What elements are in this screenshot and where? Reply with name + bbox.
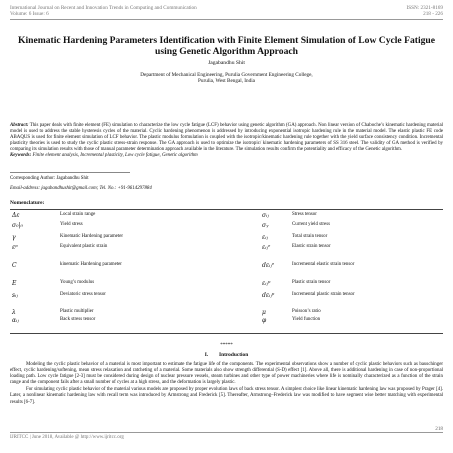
keywords-text: Finite element analysis, Incremental plasticity, Low cycle fatigue, Genetic algorithm bbox=[32, 153, 198, 159]
section-title: Introduction bbox=[218, 352, 249, 358]
nom-desc: Plastic multiplier bbox=[60, 309, 94, 314]
nom-desc: Deviatoric stress tensor bbox=[60, 292, 106, 297]
nom-desc: Equivalent plastic strain bbox=[60, 244, 108, 249]
intro-paragraph-2: For simulating cyclic plastic behavior of the material various models are proposed by proper evolution laws of back stress tensor. A simplest choice like linear kinematic hardening law was proposed by Prager [4]. Later, a nonlinear kinematic hardening law with recall term was introduced by Armstrong and Frederick [5]. Thereafter, Armstrong–Frederick law was modified to have segment wise better matching with experimental results [6-7]. bbox=[10, 387, 443, 405]
volume-issue: Volume: 6 Issue: 6 bbox=[10, 11, 49, 17]
paper-title: Kinematic Hardening Parameters Identification with Finite Element Simulation of Low Cycle Fatigue using Genetic Algorithm Approach bbox=[17, 35, 435, 57]
keywords bbox=[10, 153, 443, 159]
footer-divider bbox=[10, 432, 443, 433]
nom-desc: Yield stress bbox=[60, 222, 83, 227]
running-header-line2 bbox=[10, 11, 443, 17]
nomenclature-title: Nomenclature: bbox=[10, 200, 45, 206]
issn: ISSN: 2321-8169 bbox=[406, 5, 443, 11]
nom-symbol: αᵢⱼ bbox=[12, 317, 19, 324]
intro-paragraph-1: Modeling the cyclic plastic behavior of a material is most important to estimate the fatigue life of the components. The experimental observations show a number of cyclic plastic behaviors such as bauschinger effect, cyclic hardening/softening, mean stress relaxation and ratcheting of a material. Some materials also show strength differential (S-D) effect [1]. Above all, there is additional hardening in case of non-proportional loading path. Low cycle fatigue [2-3] must be considered during design of nuclear pressure vessels, steam turbines and other type of power machineries where life is nominally characterized as a function of the strain range and the component fails after a small number of cycles at a high stress, and the deformation is largely plastic. bbox=[10, 362, 443, 386]
nom-desc: Incremental plastic strain tensor bbox=[292, 292, 355, 297]
nom-desc: Total strain tensor bbox=[292, 234, 328, 239]
nom-symbol: dεᵢⱼᵉ bbox=[262, 262, 275, 269]
nom-symbol: εᵢⱼᵖ bbox=[262, 280, 271, 287]
section-number: I. bbox=[204, 352, 209, 358]
nom-desc: Current yield stress bbox=[292, 222, 331, 227]
nom-desc: Incremental elastic strain tensor bbox=[292, 262, 355, 267]
nom-symbol: φ bbox=[262, 317, 267, 324]
author-name: Jagabandhu Shit bbox=[208, 60, 245, 66]
nom-symbol: Δε bbox=[12, 212, 20, 219]
nom-desc: Kinematic Hardening parameter bbox=[60, 234, 124, 239]
nom-desc: Yield function bbox=[292, 317, 321, 322]
nomenclature-top-rule bbox=[10, 209, 443, 210]
author-email: Email-address: jagabandhushit@gmail.com; Tel. No.: +91-9614297884 bbox=[10, 186, 152, 191]
nom-symbol: dεᵢⱼᵖ bbox=[262, 292, 275, 299]
page-number: 218 bbox=[435, 426, 443, 432]
nom-symbol: sᵢⱼ bbox=[12, 292, 18, 299]
nom-symbol: εᵢⱼ bbox=[262, 234, 269, 241]
nom-symbol: σ₀|₀ bbox=[12, 222, 23, 229]
abstract-label: Abstract: bbox=[10, 123, 29, 128]
nom-desc: Back stress tensor bbox=[60, 317, 96, 322]
introduction-body bbox=[10, 362, 443, 407]
page-range: 218 - 226 bbox=[423, 11, 443, 17]
affiliation-line-1: Department of Mechanical Engineering, Purulia Government Engineering College, bbox=[140, 72, 313, 78]
header-divider bbox=[10, 19, 443, 20]
nom-symbol: μ bbox=[262, 309, 266, 316]
nom-desc: Young’s modulus bbox=[60, 280, 95, 285]
nom-symbol: σᵢⱼ bbox=[262, 212, 269, 219]
section-separator: ***** bbox=[220, 343, 233, 348]
keywords-label: Keywords: bbox=[10, 153, 32, 159]
affiliation bbox=[10, 72, 443, 84]
nom-desc: Elastic strain tensor bbox=[292, 244, 331, 249]
corresponding-author: Corresponding Author: Jagabandhu Shit bbox=[10, 176, 89, 181]
nom-symbol: E bbox=[12, 280, 17, 287]
nom-symbol: λ bbox=[12, 309, 16, 316]
nom-desc: Local strain range bbox=[60, 212, 96, 217]
footnote-rule bbox=[10, 172, 130, 173]
nom-symbol: C bbox=[12, 262, 17, 269]
nom-symbol: σᵧ bbox=[262, 222, 269, 229]
affiliation-line-2: Purulia, West Bengal, India bbox=[198, 78, 255, 85]
abstract bbox=[10, 123, 443, 160]
nom-symbol: εᵖ bbox=[12, 244, 18, 251]
nom-symbol: γ bbox=[12, 234, 16, 241]
page-footer: IJRITCC | June 2018, Available @ http://www.ijritcc.org bbox=[10, 435, 124, 440]
nom-desc: Poisson’s ratio bbox=[292, 309, 321, 314]
section-heading bbox=[10, 352, 443, 358]
nom-desc: Stress tensor bbox=[292, 212, 317, 217]
abstract-text: This paper deals with finite element (FE) simulation to characterize the low cycle fatigue (LCF) behavior using genetic algorithm (GA) approach. Non linear version of Chaboche’s kinematic hardening material model is used to address the stable hysteresis cycles of the material. Cyclic hardening phenomenon is addressed by introducing exponential isotropic hardening rule in the material model. The elastic plastic FE code ABAQUS is used for finite element simulation of LCF behavior. The plastic modulus formulation is coupled with the isotropic/kinematic hardening rule together with the yield surface consistency condition. Incremental plasticity theories is used to study the cyclic plastic stress-strain response. The GA approach is used to optimize the isotropic/ kinematic hardening parameters of SS 316 steel. The validity of GA method is verified by comparing its simulation results with those of manual parameter determination approach available in the literature. The simulation results confirm the potentiality and efficacy of the Genetic algorithm. bbox=[10, 123, 444, 153]
nom-desc: kinematic Hardening parameter bbox=[60, 262, 122, 267]
journal-name: International Journal on Recent and Innovation Trends in Computing and Communication bbox=[10, 5, 197, 11]
nom-desc: Plastic strain tensor bbox=[292, 280, 331, 285]
nom-symbol: εᵢⱼᵉ bbox=[262, 244, 271, 251]
nomenclature-bottom-rule bbox=[10, 333, 443, 334]
